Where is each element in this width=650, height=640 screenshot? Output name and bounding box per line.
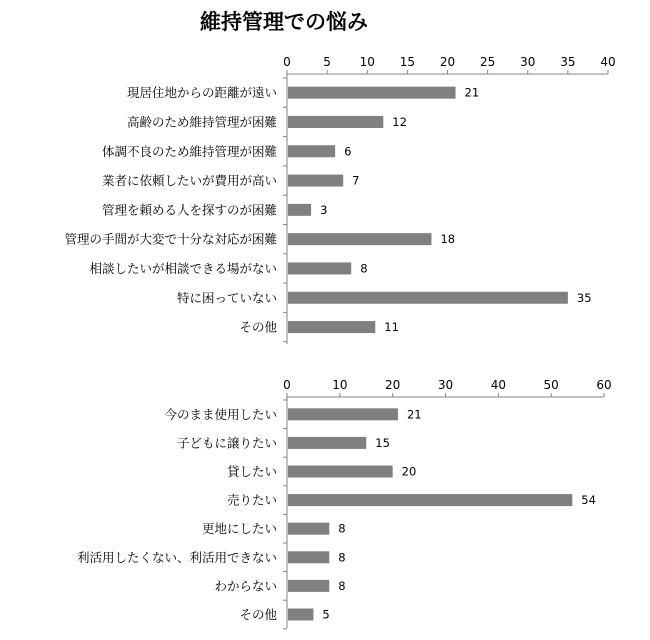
chart2-category-label: 利活用したくない、利活用できない (76, 549, 277, 565)
chart1-category-label: 相談したいが相談できる場がない (89, 260, 277, 276)
chart2-data-label: 8 (338, 578, 346, 593)
chart1-x-tick-label: 30 (520, 55, 536, 69)
chart2-category-label: 今のまま使用したい (164, 406, 277, 422)
chart1-data-label: 6 (344, 144, 352, 159)
chart1-category-label: 特に困っていない (176, 290, 277, 306)
chart2-bar (288, 523, 329, 535)
chart2-x-tick-label: 20 (385, 378, 401, 392)
chart1-category-label: 管理を頼める人を探すのが困難 (101, 202, 277, 218)
chart1-data-label: 8 (360, 261, 368, 276)
chart1-data-label: 11 (384, 320, 399, 335)
chart1-bar (288, 204, 311, 216)
chart2-data-label: 8 (338, 521, 346, 536)
chart2-category-label: わからない (214, 578, 277, 594)
chart2-bar (288, 551, 329, 563)
chart1-bar (288, 233, 431, 245)
chart2-x-tick-label: 50 (543, 378, 559, 392)
chart2-category-label: 売りたい (226, 492, 277, 508)
chart1-x-tick-label: 25 (479, 55, 496, 69)
chart-title: 維持管理での悩み (200, 10, 368, 34)
chart2-bar (288, 580, 329, 592)
chart1-x-tick-label: 40 (600, 55, 616, 69)
chart2-category-label: 更地にしたい (201, 521, 277, 537)
chart1-x-tick-label: 0 (283, 55, 291, 69)
chart1-category-label: 現居住地からの距離が遠い (126, 85, 277, 101)
chart1-data-label: 7 (352, 173, 360, 188)
chart2-x-tick-label: 40 (490, 378, 506, 392)
chart2-x-tick-label: 30 (437, 378, 454, 392)
chart1-bar (288, 175, 343, 187)
chart1-x-tick-label: 5 (323, 55, 331, 69)
chart1-category-label: 体調不良のため維持管理が困難 (101, 143, 277, 159)
chart1-data-label: 12 (392, 114, 407, 129)
chart1-category-label: 業者に依頼したいが費用が高い (101, 173, 277, 189)
chart2-bar (288, 437, 366, 449)
chart1-bar (288, 87, 456, 99)
chart2-data-label: 5 (322, 607, 330, 622)
chart2-data-label: 20 (401, 464, 417, 479)
chart2-bar (288, 494, 572, 506)
chart1-category-label: 高齢のため維持管理が困難 (126, 114, 277, 130)
chart2-x-tick-label: 60 (596, 378, 612, 392)
chart2-category-label: 子どもに譲りたい (176, 435, 277, 451)
chart1-data-label: 35 (576, 290, 592, 305)
chart1-bar (288, 321, 375, 333)
chart1-bar (288, 116, 383, 128)
chart2-category-label: 貸したい (226, 464, 277, 479)
chart1-category-label: 管理の手間が大変で十分な対応が困難 (64, 231, 277, 247)
chart1-category-label: その他 (239, 319, 277, 335)
chart1-data-label: 18 (440, 232, 456, 247)
chart1-bar (288, 262, 351, 274)
chart1-data-label: 21 (464, 85, 480, 100)
chart1-x-tick-label: 15 (399, 55, 416, 69)
chart2-category-label: その他 (239, 607, 277, 622)
chart1-x-tick-label: 10 (359, 55, 375, 69)
chart1-bar (288, 292, 568, 304)
chart2-bar (288, 609, 313, 621)
chart1-bar (288, 145, 335, 157)
chart2-data-label: 8 (338, 550, 346, 565)
chart1-data-label: 3 (320, 202, 328, 217)
chart1-x-tick-label: 35 (560, 55, 576, 69)
chart2-bar (288, 408, 398, 420)
chart2-x-tick-label: 0 (283, 378, 291, 392)
chart2-bar (288, 466, 393, 478)
chart2-data-label: 15 (375, 435, 390, 450)
chart1-x-tick-label: 20 (439, 55, 456, 69)
chart2-data-label: 21 (406, 407, 422, 422)
chart2-data-label: 54 (581, 493, 596, 508)
chart2-x-tick-label: 10 (332, 378, 348, 392)
